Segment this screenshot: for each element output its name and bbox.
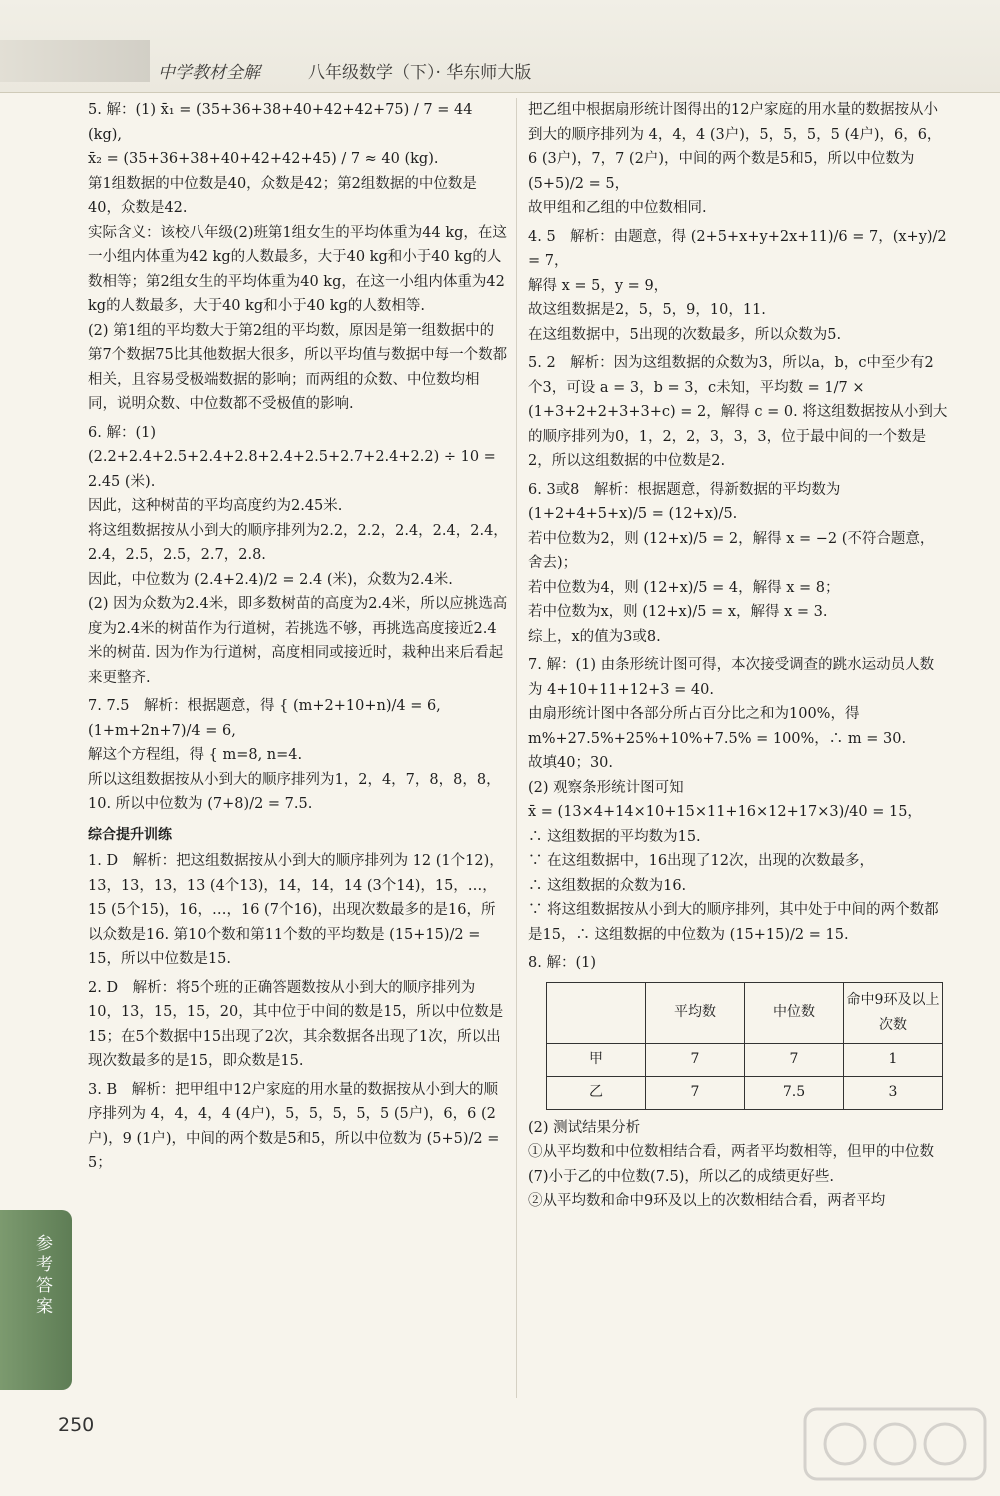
ex-7-line-1: 7. 解：(1) 由条形统计图可得，本次接受调查的跳水运动员人数为 4+10+11+12+3 = 40. xyxy=(528,657,935,698)
ex-4-line-1: 4. 5 解析：由题意，得 (2+5+x+y+2x+11)/6 = 7，(x+y)/2 = 7， xyxy=(528,228,947,269)
ex-3-conclusion: 故甲组和乙组的中位数相同. xyxy=(528,200,707,216)
book-title: 中学教材全解 xyxy=(158,63,260,83)
ex-7-line-7: ∵ 在这组数据中，16出现了12次，出现的次数最多， xyxy=(528,853,875,869)
ex-7-line-2: 由扇形统计图中各部分所占百分比之和为100%，得 m%+27.5%+25%+10%+7.5% = 100%，∴ m = 30. xyxy=(528,706,907,747)
right-column xyxy=(528,98,948,1214)
ex-7-line-3: 故填40；30. xyxy=(528,755,614,771)
page-header xyxy=(0,0,1000,93)
ex-7-line-4: (2) 观察条形统计图可知 xyxy=(528,779,684,796)
table-cell: 3 xyxy=(844,1076,943,1109)
table-cell: 乙 xyxy=(547,1076,646,1109)
table-row xyxy=(547,1076,943,1109)
left-column xyxy=(88,98,508,1176)
table-cell: 1 xyxy=(844,1043,943,1076)
header-logo xyxy=(0,40,150,82)
ex-7-line-9: ∵ 将这组数据按从小到大的顺序排列，其中处于中间的两个数都是15，∴ 这组数据的中位数为 (15+15)/2 = 15. xyxy=(528,902,939,943)
side-tab-label: 参考答案 xyxy=(32,1234,52,1318)
ex-3: 3. B 解析：把甲组中12户家庭的用水量的数据按从小到大的顺序排列为 4，4，4，4 (4户)，5，5，5，5，5 (5户)，6，6 (2户)，9 (1户)，中间的两个数是5和5，所以中位数为 (5+5)/2 = 5； xyxy=(88,1081,500,1171)
book-subtitle: 八年级数学（下）· 华东师大版 xyxy=(308,63,532,83)
table-header-cell xyxy=(547,982,646,1043)
ex-7-line-6: ∴ 这组数据的平均数为15. xyxy=(528,828,701,845)
ex-2: 2. D 解析：将5个班的正确答题数按从小到大的顺序排列为10，13，15，15，20，其中位于中间的数是15，所以中位数是15；在5个数据中15出现了2次，其余数据各出现了1次，所以出现次数最多的是15，即众数是15. xyxy=(88,979,504,1069)
answer-5-line-4: 实际含义：该校八年级(2)班第1组女生的平均体重为44 kg，在这一小组内体重为42 kg的人数最多，大于40 kg和小于40 kg的人数相等；第2组女生的平均体重为40 kg，在这一小组内体重为42 kg的人数最多，大于40 kg和小于40 kg的人数相等. xyxy=(88,224,507,314)
answer-7-line-2: 解这个方程组，得 { m=8, n=4. xyxy=(88,747,303,763)
table-cell: 7 xyxy=(646,1076,745,1109)
table-row xyxy=(547,1043,943,1076)
table-header-row xyxy=(547,982,943,1043)
result-table xyxy=(546,982,943,1110)
answer-6-line-2: 因此，这种树苗的平均高度约为2.45米. xyxy=(88,498,343,514)
answer-6-line-4: 因此，中位数为 (2.4+2.4)/2 = 2.4 (米)，众数为2.4米. xyxy=(88,571,453,588)
ex-3-cont: 把乙组中根据扇形统计图得出的12户家庭的用水量的数据按从小到大的顺序排列为 4，4，4 (3户)，5，5，5，5 (4户)，6，6，6 (3户)，7，7 (2户)，中间的两个数是5和5，所以中位数为 (5+5)/2 = 5， xyxy=(528,102,942,192)
column-divider xyxy=(516,98,517,1398)
analysis-heading: (2) 测试结果分析 xyxy=(528,1119,641,1136)
analysis-2: ②从平均数和命中9环及以上的次数相结合看，两者平均 xyxy=(528,1193,886,1209)
ex-4-line-3: 故这组数据是2，5，5，9，10，11. xyxy=(528,302,766,318)
answer-6-line-5: (2) 因为众数为2.4米，即多数树苗的高度为2.4米，所以应挑选高度为2.4米的树苗作为行道树，若挑选不够，再挑选高度接近2.4米的树苗. 因为作为行道树，高度相同或接近时，栽种出来后看起来更整齐. xyxy=(88,596,508,686)
table-cell: 7 xyxy=(745,1043,844,1076)
answer-6-line-3: 将这组数据按从小到大的顺序排列为2.2，2.2，2.4，2.4，2.4，2.4，2.5，2.5，2.7，2.8. xyxy=(88,522,508,563)
analysis-1: ①从平均数和中位数相结合看，两者平均数相等，但甲的中位数(7)小于乙的中位数(7.5)，所以乙的成绩更好些. xyxy=(528,1144,934,1185)
ex-6-line-5: 综上，x的值为3或8. xyxy=(528,628,661,645)
ex-7-line-5: x̄ = (13×4+14×10+15×11+16×12+17×3)/40 = 15， xyxy=(528,804,922,820)
answer-section-tab xyxy=(0,1210,72,1390)
answer-5-line-3: 第1组数据的中位数是40，众数是42；第2组数据的中位数是40，众数是42. xyxy=(88,175,477,216)
page-number: 250 xyxy=(58,1414,95,1436)
table-cell: 甲 xyxy=(547,1043,646,1076)
table-header-cell: 中位数 xyxy=(745,982,844,1043)
table-header-cell: 平均数 xyxy=(646,982,745,1043)
answer-6-line-1: 6. 解：(1) (2.2+2.4+2.5+2.4+2.8+2.4+2.5+2.7+2.4+2.2) ÷ 10 = 2.45 (米). xyxy=(88,424,496,490)
answer-7-line-3: 所以这组数据按从小到大的顺序排列为1，2，4，7，8，8，8，10. 所以中位数为 (7+8)/2 = 7.5. xyxy=(88,771,501,812)
watermark-logo xyxy=(800,1401,990,1486)
answer-5-line-1: 5. 解：(1) x̄₁ = (35+36+38+40+42+42+75) / 7 = 44 (kg), xyxy=(88,102,473,143)
ex-7-line-8: ∴ 这组数据的众数为16. xyxy=(528,877,687,894)
answer-5-line-5: (2) 第1组的平均数大于第2组的平均数，原因是第一组数据中的第7个数据75比其他数据大很多，所以平均值与数据中每一个数都相关，且容易受极端数据的影响；而两组的众数、中位数均相同，说明众数、中位数都不受极值的影响. xyxy=(88,322,508,412)
ex-5: 5. 2 解析：因为这组数据的众数为3，所以a，b，c中至少有2个3，可设 a = 3，b = 3，c未知，平均数 = 1/7 × (1+3+2+2+3+3+c) = 2，解得 c = 0. 将这组数据按从小到大的顺序排列为0，1，2，2，3，3，3，位于最中间的一个数是2，所以这组数据的中位数是2. xyxy=(528,355,948,469)
ex-6-line-1: 6. 3或8 解析：根据题意，得新数据的平均数为 (1+2+4+5+x)/5 = (12+x)/5. xyxy=(528,481,841,522)
table-cell: 7.5 xyxy=(745,1076,844,1109)
ex-1: 1. D 解析：把这组数据按从小到大的顺序排列为 12 (1个12)，13，13，13，13 (4个13)，14，14，14 (3个14)，15，…，15 (5个15)，16，…，16 (7个16)，出现次数最多的是16，所以众数是16. 第10个数和第11个数的平均数是 (15+15)/2 = 15，所以中位数是15. xyxy=(88,853,504,967)
ex-4-line-2: 解得 x = 5，y = 9， xyxy=(528,277,669,294)
answer-7-line-1: 7. 7.5 解析：根据题意，得 { (m+2+10+n)/4 = 6, (1+m+2n+7)/4 = 6, xyxy=(88,698,441,739)
answer-5-line-2: x̄₂ = (35+36+38+40+42+42+45) / 7 ≈ 40 (kg). xyxy=(88,151,439,167)
ex-6-line-4: 若中位数为x，则 (12+x)/5 = x，解得 x = 3. xyxy=(528,604,828,620)
ex-6-line-2: 若中位数为2，则 (12+x)/5 = 2，解得 x = −2 (不符合题意，舍去)； xyxy=(528,530,935,571)
table-header-cell: 命中9环及以上次数 xyxy=(844,982,943,1043)
ex-8-label: 8. 解：(1) xyxy=(528,955,596,971)
section-heading: 综合提升训练 xyxy=(88,826,172,843)
ex-4-line-4: 在这组数据中，5出现的次数最多，所以众数为5. xyxy=(528,326,842,343)
ex-6-line-3: 若中位数为4，则 (12+x)/5 = 4，解得 x = 8； xyxy=(528,579,840,596)
table-cell: 7 xyxy=(646,1043,745,1076)
